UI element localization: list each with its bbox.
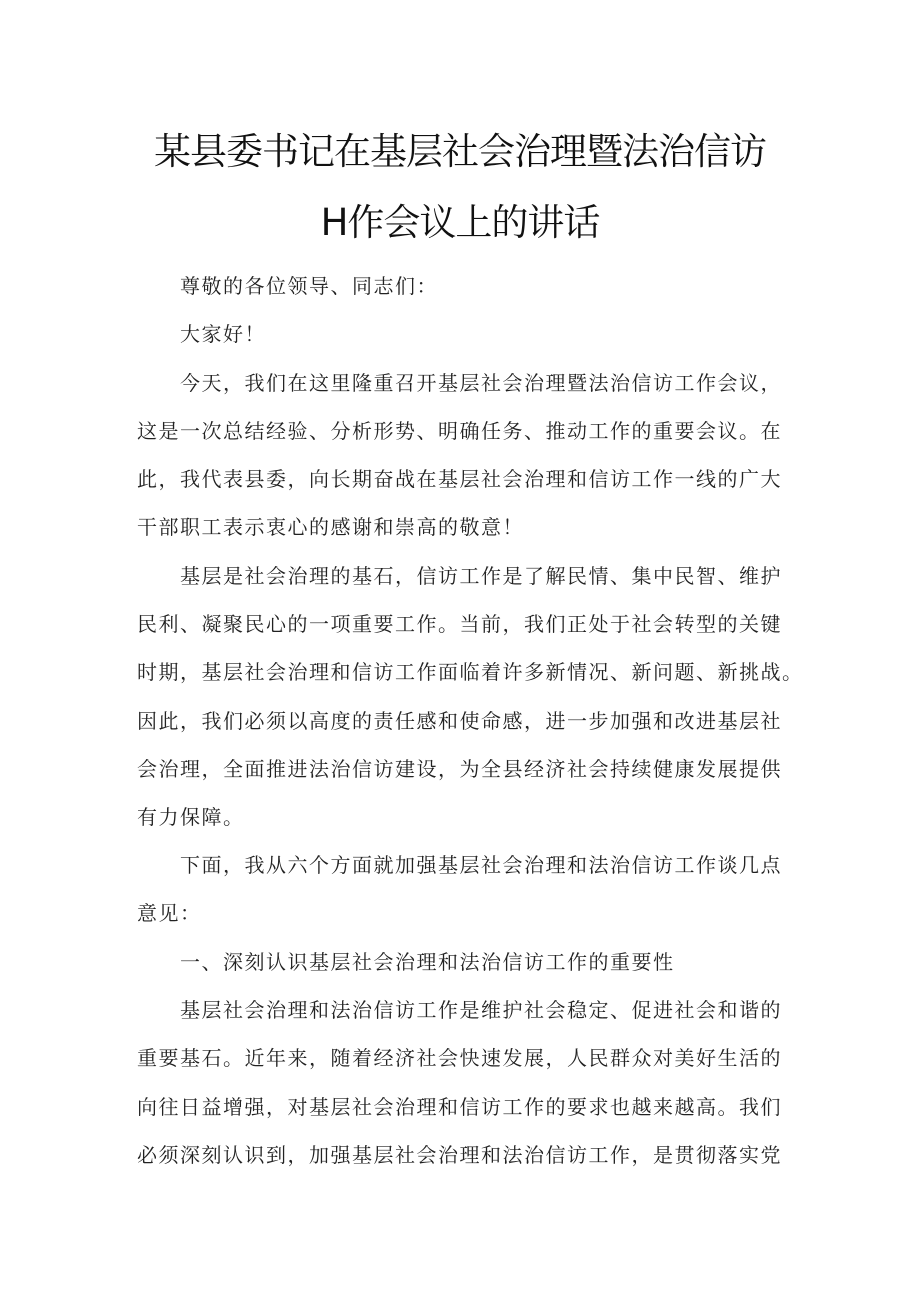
document-title-line-2: H作会议上的讲话 [320, 201, 600, 244]
salutation-line: 尊敬的各位领导、同志们： [180, 274, 438, 298]
paragraph-4-line-3: 向往日益增强，对基层社会治理和信访工作的要求也越来越高。我们 [137, 1095, 782, 1119]
paragraph-2-line-6: 有力保障。 [137, 805, 245, 829]
greeting-line: 大家好！ [180, 322, 266, 346]
paragraph-2-line-3: 时期，基层社会治理和信访工作面临着许多新情况、新问题、新挑战。 [137, 660, 804, 684]
document-title-line-1: 某县委书记在基层社会治理暨法治信访 [154, 130, 766, 173]
paragraph-2-line-5: 会治理，全面推进法治信访建设，为全县经济社会持续健康发展提供 [137, 757, 782, 781]
paragraph-2-line-1: 基层是社会治理的基石，信访工作是了解民情、集中民智、维护 [180, 564, 782, 588]
paragraph-1-line-4: 干部职工表示衷心的感谢和崇高的敬意！ [137, 515, 524, 539]
paragraph-1-line-1: 今天，我们在这里隆重召开基层社会治理暨法治信访工作会议， [180, 371, 782, 395]
paragraph-4-line-4: 必须深刻认识到，加强基层社会治理和法治信访工作，是贯彻落实党 [137, 1143, 782, 1167]
paragraph-3-line-2: 意见： [137, 901, 202, 925]
paragraph-2-line-2: 民利、凝聚民心的一项重要工作。当前，我们正处于社会转型的关键 [137, 612, 782, 636]
paragraph-2-line-4: 因此，我们必须以高度的责任感和使命感，进一步加强和改进基层社 [137, 709, 782, 733]
paragraph-4-line-2: 重要基石。近年来，随着经济社会快速发展，人民群众对美好生活的 [137, 1046, 782, 1070]
paragraph-4-line-1: 基层社会治理和法治信访工作是维护社会稳定、促进社会和谐的 [180, 998, 782, 1022]
paragraph-1-line-3: 此，我代表县委，向长期奋战在基层社会治理和信访工作一线的广大 [137, 467, 782, 491]
paragraph-1-line-2: 这是一次总结经验、分析形势、明确任务、推动工作的重要会议。在 [137, 419, 782, 443]
section-heading-1: 一、深刻认识基层社会治理和法治信访工作的重要性 [180, 950, 675, 974]
paragraph-3-line-1: 下面，我从六个方面就加强基层社会治理和法治信访工作谈几点 [180, 853, 782, 877]
